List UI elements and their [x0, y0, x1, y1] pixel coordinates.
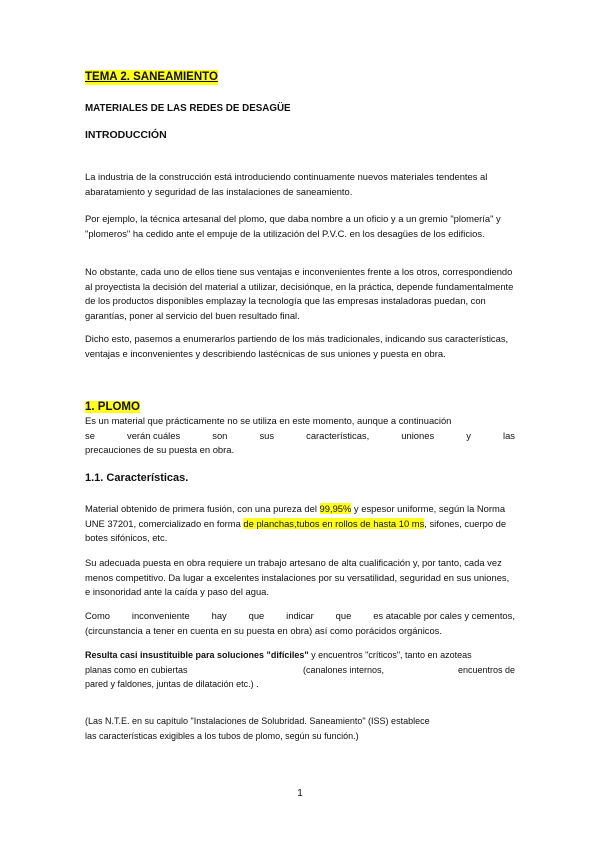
car-p3-word: inconveniente [131, 610, 190, 621]
car-p4-rest: y encuentros "críticos", tanto en azoteas [308, 650, 472, 660]
car-p3-word: hay [211, 610, 227, 621]
caracteristicas-paragraph-2: Su adecuada puesta en obra requiere un trabajo artesano de alta cualificación y, por tanto, cada vez menos competitivo. Da lugar a excelentes instalaciones por su versatilidad, seguridad en sus uniones, e insonoridad ante la caída y paso del agua. [85, 557, 510, 598]
intro-paragraph-3: No obstante, cada uno de ellos tiene sus ventajas e inconvenientes frente a los otros, correspondiendo al proyectista la decisión del material a utilizar, decisiónque, en la práctica, depende fundamentalmente de los productos disponibles emplazay la tecnología que las empresas instaladoras puedan, con garantías, poner al servicio del buen resultado final. [85, 266, 514, 321]
intro-paragraph-1: La industria de la construcción está introduciendo continuamente nuevos materiales tendentes al abaratamiento y seguridad de las instalaciones de saneamiento. [85, 171, 488, 197]
caracteristicas-paragraph-1 [85, 502, 515, 546]
caracteristicas-paragraph-4 [85, 648, 515, 692]
car-p3-word: indicar [286, 610, 314, 621]
plomo-line-1: Es un material que prácticamente no se utiliza en este momento, aunque a continuación [85, 415, 452, 426]
plomo-word: características, [306, 429, 370, 441]
purity-highlight: 99,95% [319, 503, 352, 514]
car-p4-left: planas como en cubiertas [85, 664, 188, 675]
car-p3-line-1 [85, 609, 515, 624]
nte-line-1: (Las N.T.E. en su capítulo "Instalaciones de Solubridad. Saneamiento" (ISS) establece [85, 716, 430, 726]
plomo-line-2 [85, 429, 515, 444]
page-title: TEMA 2. SANEAMIENTO [85, 71, 218, 83]
car-p4-line-3: pared y faldones, juntas de dilatación etc.) . [85, 679, 259, 690]
car-text: , sifones, cuerpo de botes sifónicos, etc. [85, 517, 507, 544]
format-highlight: de planchas,tubos en rollos de hasta 10 ms [243, 517, 425, 529]
car-p3-word: Como [85, 610, 111, 621]
plomo-paragraph [85, 414, 515, 458]
car-p4-mid: (canalones internos, [303, 664, 385, 675]
plomo-line-3: precauciones de su puesta en obra. [85, 444, 235, 456]
plomo-word: se [85, 429, 95, 441]
caracteristicas-paragraph-3 [85, 609, 515, 638]
nte-line-2: las características exigibles a los tubos de plomo, según su función.) [85, 730, 359, 741]
plomo-word: las [503, 429, 515, 441]
car-p3-line-2: (circunstancia a tener en cuenta en su puesta en obra) así como porácidos orgánicos. [85, 624, 442, 636]
nte-note [85, 714, 515, 743]
car-p4-bold: Resulta casi insustituible para soluciones "difíciles" [85, 650, 309, 660]
car-text: Material obtenido de primera fusión, con una pureza del [85, 503, 320, 514]
section-heading-plomo [85, 400, 140, 415]
intro-paragraph-4: Dicho esto, pasemos a enumerarlos partiendo de los más tradicionales, indicando sus características, ventajas e inconvenientes y describiendo lastécnicas de sus uniones y puesta en obra. [85, 333, 509, 359]
car-p4-line-1 [85, 648, 515, 663]
section-heading-caracteristicas: 1.1. Características. [85, 472, 189, 484]
plomo-word: son [212, 429, 228, 441]
section-heading-materiales: MATERIALES DE LAS REDES DE DESAGÜE [85, 103, 291, 114]
page-number: 1 [297, 788, 303, 799]
plomo-word: verán cuáles [127, 429, 181, 441]
plomo-word: uniones [401, 429, 435, 441]
section-heading-introduccion: INTRODUCCIÓN [85, 129, 167, 141]
car-p3-word: es atacable por cales y cementos, [373, 610, 515, 621]
plomo-word: sus [259, 429, 275, 441]
car-p3-word: que [335, 610, 352, 621]
car-p4-right: encuentros de [457, 664, 515, 675]
intro-paragraph-2: Por ejemplo, la técnica artesanal del plomo, que daba nombre a un oficio y a un gremio "plomería" y "plomeros" ha cedido ante el empuje de la utilización del P.V.C. en los desagües de los edificios. [85, 213, 501, 239]
car-text: y espesor uniforme, según la Norma UNE 37201, comercializado en forma [85, 503, 506, 529]
car-p4-line-2 [85, 663, 515, 678]
plomo-heading-text: 1. PLOMO [85, 401, 140, 413]
car-p3-word: que [248, 610, 265, 621]
plomo-word: y [466, 429, 471, 441]
